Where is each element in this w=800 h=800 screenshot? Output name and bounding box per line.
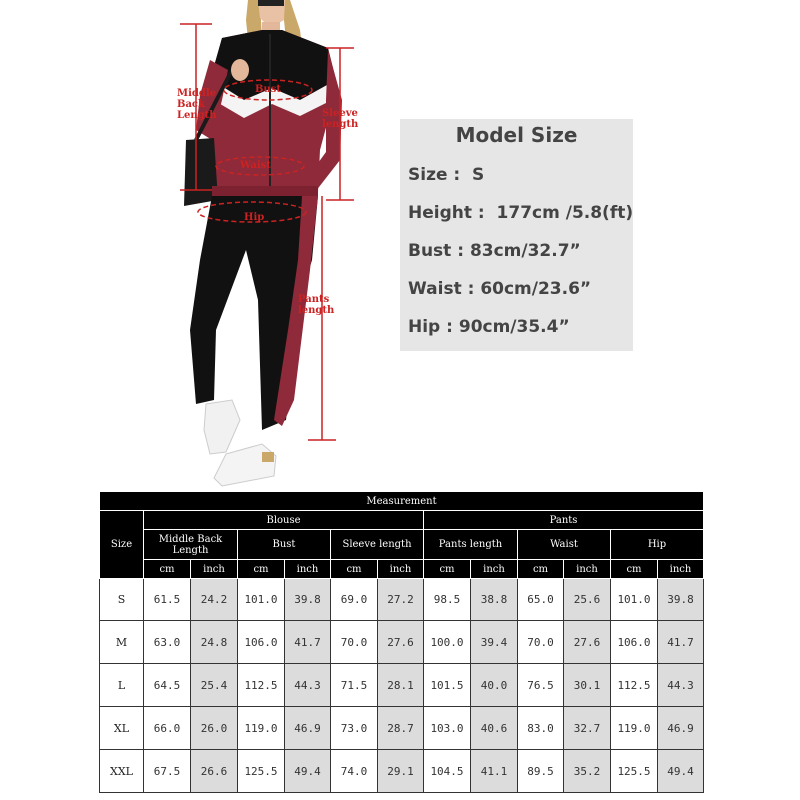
unit-cm: cm: [144, 560, 191, 579]
value-cell: 70.0: [331, 621, 378, 664]
label-sleeve-length: Sleeve length: [322, 108, 359, 130]
table-group-row: [100, 511, 704, 530]
value-cell: 26.0: [191, 707, 238, 750]
value-cell: 83.0: [518, 707, 564, 750]
value-cell: 73.0: [331, 707, 378, 750]
value-cell: 29.1: [378, 750, 424, 793]
table-title: Measurement: [100, 492, 704, 511]
size-cell: M: [100, 621, 144, 664]
value-cell: 41.1: [471, 750, 518, 793]
value-cell: 69.0: [331, 579, 378, 621]
model-photo: [150, 0, 380, 490]
value-cell: 27.2: [378, 579, 424, 621]
value-cell: 63.0: [144, 621, 191, 664]
unit-cm: cm: [331, 560, 378, 579]
unit-inch: inch: [658, 560, 704, 579]
value-cell: 41.7: [658, 621, 704, 664]
size-cell: XXL: [100, 750, 144, 793]
unit-cm: cm: [238, 560, 285, 579]
value-cell: 32.7: [564, 707, 611, 750]
value-cell: 112.5: [611, 664, 658, 707]
value-cell: 49.4: [658, 750, 704, 793]
table-row: [100, 707, 704, 750]
unit-inch: inch: [191, 560, 238, 579]
value-cell: 40.0: [471, 664, 518, 707]
model-size-bust: Bust : 83cm/32.7”: [408, 241, 581, 261]
value-cell: 38.8: [471, 579, 518, 621]
table-row: [100, 579, 704, 621]
table-row: [100, 750, 704, 793]
value-cell: 27.6: [378, 621, 424, 664]
label-waist: Waist: [240, 160, 271, 171]
col-bust: Bust: [238, 530, 331, 560]
table-row: [100, 621, 704, 664]
value-cell: 98.5: [424, 579, 471, 621]
model-size-height: Height : 177cm /5.8(ft): [408, 203, 634, 223]
value-cell: 65.0: [518, 579, 564, 621]
label-middle-back-length: Middle Back Length: [177, 88, 217, 121]
value-cell: 39.8: [658, 579, 704, 621]
value-cell: 74.0: [331, 750, 378, 793]
value-cell: 39.8: [285, 579, 331, 621]
col-waist: Waist: [518, 530, 611, 560]
value-cell: 89.5: [518, 750, 564, 793]
col-hip: Hip: [611, 530, 704, 560]
unit-inch: inch: [285, 560, 331, 579]
table-row: [100, 664, 704, 707]
value-cell: 106.0: [238, 621, 285, 664]
value-cell: 104.5: [424, 750, 471, 793]
value-cell: 49.4: [285, 750, 331, 793]
value-cell: 103.0: [424, 707, 471, 750]
value-cell: 100.0: [424, 621, 471, 664]
value-cell: 46.9: [285, 707, 331, 750]
value-cell: 35.2: [564, 750, 611, 793]
size-cell: S: [100, 579, 144, 621]
label-bust: Bust: [255, 84, 281, 95]
value-cell: 119.0: [611, 707, 658, 750]
size-cell: XL: [100, 707, 144, 750]
size-cell: L: [100, 664, 144, 707]
model-size-hip: Hip : 90cm/35.4”: [408, 317, 570, 337]
value-cell: 101.0: [238, 579, 285, 621]
value-cell: 28.7: [378, 707, 424, 750]
table-unit-row: [100, 560, 704, 579]
value-cell: 67.5: [144, 750, 191, 793]
unit-inch: inch: [564, 560, 611, 579]
value-cell: 27.6: [564, 621, 611, 664]
value-cell: 106.0: [611, 621, 658, 664]
value-cell: 71.5: [331, 664, 378, 707]
value-cell: 44.3: [285, 664, 331, 707]
value-cell: 101.5: [424, 664, 471, 707]
label-hip: Hip: [244, 212, 265, 223]
unit-inch: inch: [378, 560, 424, 579]
value-cell: 76.5: [518, 664, 564, 707]
label-pants-length: Pants length: [298, 294, 335, 316]
unit-cm: cm: [611, 560, 658, 579]
size-header: Size: [100, 511, 144, 579]
value-cell: 24.8: [191, 621, 238, 664]
value-cell: 70.0: [518, 621, 564, 664]
value-cell: 46.9: [658, 707, 704, 750]
group-pants: Pants: [424, 511, 704, 530]
size-chart-table: [99, 491, 704, 793]
value-cell: 101.0: [611, 579, 658, 621]
model-size-size: Size : S: [408, 165, 485, 185]
model-size-box: [400, 119, 633, 351]
value-cell: 25.4: [191, 664, 238, 707]
col-middle-back-length: Middle Back Length: [144, 530, 238, 560]
value-cell: 30.1: [564, 664, 611, 707]
value-cell: 112.5: [238, 664, 285, 707]
model-size-waist: Waist : 60cm/23.6”: [408, 279, 592, 299]
value-cell: 125.5: [238, 750, 285, 793]
value-cell: 28.1: [378, 664, 424, 707]
table-title-row: [100, 492, 704, 511]
model-size-title: Model Size: [455, 123, 578, 147]
value-cell: 44.3: [658, 664, 704, 707]
unit-cm: cm: [518, 560, 564, 579]
value-cell: 24.2: [191, 579, 238, 621]
value-cell: 25.6: [564, 579, 611, 621]
value-cell: 41.7: [285, 621, 331, 664]
value-cell: 61.5: [144, 579, 191, 621]
value-cell: 64.5: [144, 664, 191, 707]
col-sleeve-length: Sleeve length: [331, 530, 424, 560]
unit-inch: inch: [471, 560, 518, 579]
value-cell: 26.6: [191, 750, 238, 793]
unit-cm: cm: [424, 560, 471, 579]
value-cell: 40.6: [471, 707, 518, 750]
value-cell: 125.5: [611, 750, 658, 793]
value-cell: 119.0: [238, 707, 285, 750]
value-cell: 66.0: [144, 707, 191, 750]
col-pants-length: Pants length: [424, 530, 518, 560]
value-cell: 39.4: [471, 621, 518, 664]
table-column-row: [100, 530, 704, 560]
group-blouse: Blouse: [144, 511, 424, 530]
